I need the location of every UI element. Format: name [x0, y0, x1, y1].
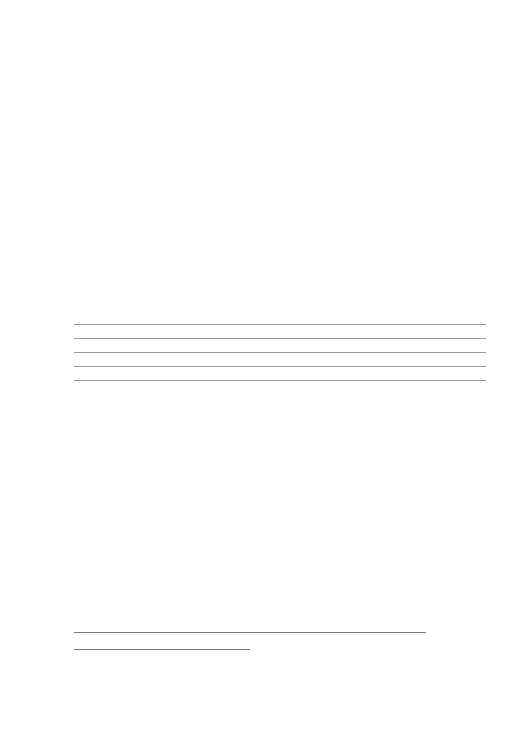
- task2: [74, 619, 489, 650]
- answer-line[interactable]: [74, 311, 486, 325]
- style-answer-line[interactable]: [74, 620, 426, 633]
- answer-line[interactable]: [74, 325, 486, 339]
- answer-line[interactable]: [74, 339, 486, 353]
- speech-answer-line[interactable]: [74, 638, 250, 650]
- answer-line[interactable]: [74, 367, 486, 381]
- answer-lines: [74, 311, 494, 381]
- answer-line[interactable]: [74, 353, 486, 367]
